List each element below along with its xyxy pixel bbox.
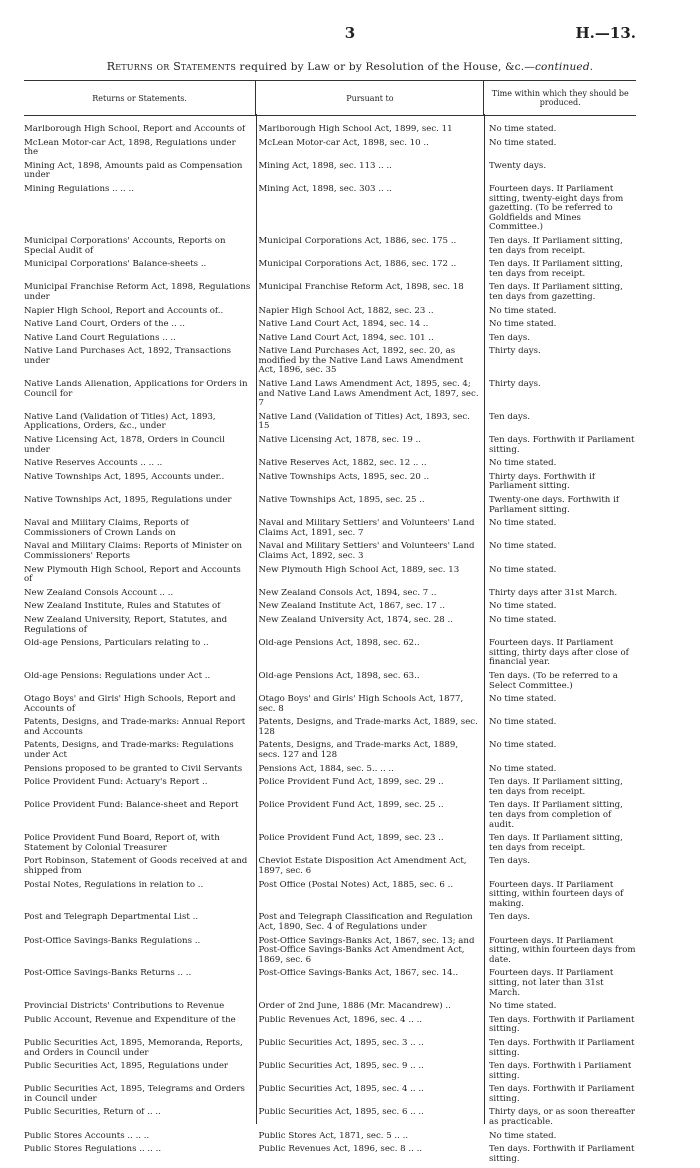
pursuant-cell: Pensions Act, 1884, sec. 5.. .. .. [258, 764, 394, 774]
pursuant-cell: New Zealand Consols Act, 1894, sec. 7 .. [258, 588, 437, 598]
returns-cell: Native Lands Alienation, Applications for Orders in Council for [24, 380, 248, 399]
table-row [24, 602, 636, 612]
returns-cell: Public Account, Revenue and Expenditure of the [24, 1015, 236, 1025]
time-cell: Twenty-one days. Forthwith if Parliament sitting. [488, 496, 619, 515]
pursuant-cell: Naval and Military Settlers' and Volunteers' Land Claims Act, 1891, sec. 7 [258, 519, 475, 538]
returns-cell: Municipal Corporations' Balance-sheets .. [24, 260, 207, 270]
returns-cell: New Plymouth High School, Report and Accounts of [24, 565, 241, 585]
returns-cell: Police Provident Fund Board, Report of, with Statement by Colonial Treasurer [24, 834, 220, 853]
pursuant-cell: Native Land (Validation of Titles) Act, 1893, sec. 15 [258, 412, 470, 432]
pursuant-cell: Municipal Corporations Act, 1886, sec. 175 .. [258, 236, 457, 246]
pursuant-cell: Post-Office Savings-Banks Act, 1867, sec. 13; and Post-Office Savings-Banks Act Amendment Act, 1869, sec. 6 [258, 936, 475, 965]
returns-cell: Old-age Pensions: Regulations under Act .. [24, 671, 211, 681]
time-cell: Ten days. [488, 333, 531, 343]
table-row [24, 1002, 636, 1012]
table-row [24, 741, 636, 760]
time-cell: Ten days. If Parliament sitting, ten days from receipt. [488, 236, 623, 256]
time-cell: Fourteen days. If Parliament sitting, not later than 31st March. [488, 969, 614, 998]
pursuant-cell: Native Land Court Act, 1894, sec. 14 .. [258, 320, 429, 330]
time-cell: Ten days. Forthwith if Parliament sitting. [488, 1015, 635, 1035]
table-body [24, 125, 636, 1168]
returns-cell: Public Stores Regulations .. .. .. [24, 1145, 162, 1155]
returns-cell: Public Securities Act, 1895, Regulations under [24, 1062, 229, 1072]
pursuant-cell: Patents, Designs, and Trade-marks Act, 1889, secs. 127 and 128 [258, 741, 459, 761]
pursuant-cell: Public Securities Act, 1895, sec. 6 .. .. [258, 1108, 424, 1118]
returns-cell: Old-age Pensions, Particulars relating to .. [24, 639, 209, 649]
column-header-returns: Returns or Statements. [24, 81, 256, 115]
table-row [24, 778, 636, 797]
pursuant-cell: Public Stores Act, 1871, sec. 5 .. .. [258, 1131, 409, 1141]
returns-cell: Native Townships Act, 1895, Accounts under.. [24, 472, 225, 482]
time-cell: Thirty days, or as soon thereafter as practicable. [488, 1108, 636, 1128]
pursuant-cell: New Zealand Institute Act, 1867, sec. 17 .. [258, 602, 445, 612]
returns-cell: Police Provident Fund: Actuary's Report .. [24, 778, 208, 788]
pursuant-cell: McLean Motor-car Act, 1898, sec. 10 .. [258, 138, 429, 148]
table-row [24, 616, 636, 635]
pursuant-cell: Native Land Purchases Act, 1892, sec. 20, as modified by the Native Land Laws Amendment Act, 1896, sec. 35 [258, 347, 464, 376]
time-cell: Ten days. [488, 412, 531, 422]
table-row [24, 1039, 636, 1058]
table-row [24, 1085, 636, 1104]
returns-cell: Post-Office Savings-Banks Regulations .. [24, 936, 201, 946]
time-cell: No time stated. [488, 519, 557, 529]
time-cell: No time stated. [488, 764, 557, 774]
table-row [24, 1132, 636, 1142]
column-header-pursuant: Pursuant to [256, 81, 484, 115]
time-cell: No time stated. [488, 565, 557, 575]
time-cell: No time stated. [488, 615, 557, 625]
pursuant-cell: New Zealand University Act, 1874, sec. 28 .. [258, 615, 453, 625]
table-row [24, 913, 636, 932]
table-row [24, 459, 636, 469]
time-cell: Thirty days. Forthwith if Parliament sitting. [488, 472, 596, 492]
returns-cell: Post-Office Savings-Banks Returns .. .. [24, 969, 192, 979]
table-row [24, 834, 636, 853]
table-row [24, 125, 636, 135]
time-cell: Fourteen days. If Parliament sitting, thirty days after close of financial year. [488, 639, 629, 668]
pursuant-cell: Public Securities Act, 1895, sec. 9 .. .. [258, 1062, 424, 1072]
returns-cell: Native Reserves Accounts .. .. .. [24, 459, 163, 469]
table-row [24, 718, 636, 737]
time-cell: Fourteen days. If Parliament sitting, within fourteen days of making. [488, 880, 624, 909]
table-row [24, 237, 636, 256]
table-row [24, 320, 636, 330]
pursuant-cell: Native Land Laws Amendment Act, 1895, sec. 4; and Native Land Laws Amendment Act, 1897, sec. 7 [258, 380, 479, 409]
table-row [24, 639, 636, 668]
pursuant-cell: Police Provident Fund Act, 1899, sec. 29 .. [258, 778, 444, 788]
time-cell: Twenty days. [488, 161, 547, 171]
table-row [24, 566, 636, 585]
table-row [24, 589, 636, 599]
returns-cell: New Zealand Institute, Rules and Statutes of [24, 602, 221, 612]
pursuant-cell: Marlborough High School Act, 1899, sec. 11 [258, 125, 453, 134]
table-row [24, 881, 636, 910]
table-row [24, 347, 636, 376]
pursuant-cell: Police Provident Fund Act, 1899, sec. 25 .. [258, 801, 444, 811]
returns-cell: Patents, Designs, and Trade-marks: Annual Report and Accounts [24, 718, 246, 737]
returns-cell: Native Licensing Act, 1878, Orders in Council under [24, 436, 225, 455]
pursuant-cell: Old-age Pensions Act, 1898, sec. 63.. [258, 671, 420, 681]
pursuant-cell: Municipal Corporations Act, 1886, sec. 172 .. [258, 260, 457, 270]
time-cell: Ten days. If Parliament sitting, ten days from completion of audit. [488, 801, 623, 830]
time-cell: No time stated. [488, 1131, 557, 1141]
returns-cell: Public Stores Accounts .. .. .. [24, 1131, 150, 1141]
returns-cell: New Zealand Consols Account .. .. [24, 588, 174, 598]
table-row [24, 185, 636, 233]
pursuant-cell: Post-Office Savings-Banks Act, 1867, sec. 14.. [258, 969, 459, 979]
time-cell: No time stated. [488, 741, 557, 751]
pursuant-cell: Order of 2nd June, 1886 (Mr. Macandrew) .. [258, 1002, 451, 1012]
table-header [24, 80, 636, 116]
time-cell: Fourteen days. If Parliament sitting, within fourteen days from date. [488, 936, 636, 965]
returns-cell: Patents, Designs, and Trade-marks: Regulations under Act [24, 741, 234, 761]
time-cell: Ten days. Forthwith if Parliament sitting. [488, 436, 635, 455]
table-row [24, 857, 636, 876]
table-row [24, 413, 636, 432]
pursuant-cell: Otago Boys' and Girls' High Schools Act, 1877, sec. 8 [258, 695, 464, 714]
table-row [24, 1016, 636, 1035]
document-code: H.—13. [575, 24, 636, 42]
returns-cell: New Zealand University, Report, Statutes, and Regulations of [24, 615, 228, 635]
returns-cell: Municipal Corporations' Accounts, Reports on Special Audit of [24, 236, 226, 256]
returns-cell: Provincial Districts' Contributions to Revenue [24, 1002, 225, 1012]
time-cell: No time stated. [488, 718, 557, 728]
pursuant-cell: Municipal Franchise Reform Act, 1898, sec. 18 [258, 283, 464, 293]
returns-cell: Public Securities, Return of .. .. [24, 1108, 161, 1118]
table-row [24, 969, 636, 998]
time-cell: Ten days. Forthwith if Parliament sitting. [488, 1038, 635, 1058]
time-cell: No time stated. [488, 320, 557, 330]
time-cell: Ten days. Forthwith if Parliament sitting. [488, 1085, 635, 1104]
returns-cell: Napier High School, Report and Accounts of.. [24, 306, 224, 316]
pursuant-cell: Mining Act, 1898, sec. 303 .. .. [258, 184, 392, 194]
pursuant-cell: New Plymouth High School Act, 1889, sec. 13 [258, 565, 460, 575]
table-row [24, 139, 636, 158]
returns-cell: Naval and Military Claims: Reports of Minister on Commissioners' Reports [24, 542, 243, 561]
pursuant-cell: Old-age Pensions Act, 1898, sec. 62.. [258, 639, 420, 649]
table-row [24, 695, 636, 714]
returns-cell: Native Land Court Regulations .. .. [24, 333, 176, 343]
pursuant-cell: Patents, Designs, and Trade-marks Act, 1889, sec. 128 [258, 718, 478, 737]
time-cell: Ten days. If Parliament sitting, ten days from receipt. [488, 260, 623, 279]
table-row [24, 162, 636, 181]
time-cell: Ten days. If Parliament sitting, ten days from receipt. [488, 778, 623, 797]
pursuant-cell: Public Revenues Act, 1896, sec. 4 .. .. [258, 1015, 423, 1025]
time-cell: No time stated. [488, 695, 557, 705]
column-header-time: Time within which they should be produced. [491, 89, 629, 107]
pursuant-cell: Native Licensing Act, 1878, sec. 19 .. [258, 436, 421, 446]
returns-cell: Marlborough High School, Report and Accounts of [24, 125, 246, 134]
table-row [24, 436, 636, 455]
time-cell: Ten days. [488, 913, 531, 923]
time-cell: Thirty days. [488, 347, 541, 357]
returns-cell: Native Land (Validation of Titles) Act, 1893, Applications, Orders, &c., under [24, 412, 216, 432]
pursuant-cell: Native Reserves Act, 1882, sec. 12 .. .. [258, 459, 427, 469]
table-row [24, 334, 636, 344]
pursuant-cell: Post and Telegraph Classification and Regulation Act, 1890, Sec. 4 of Regulations under [258, 913, 473, 932]
time-cell: Thirty days. [488, 380, 541, 390]
returns-cell: Otago Boys' and Girls' High Schools, Report and Accounts of [24, 695, 236, 714]
pursuant-cell: Native Townships Act, 1895, sec. 25 .. [258, 496, 425, 505]
time-cell: Ten days. Forthwith if Parliament sitting. [488, 1145, 635, 1164]
table-row [24, 260, 636, 279]
returns-cell: Public Securities Act, 1895, Memoranda, Reports, and Orders in Council under [24, 1038, 243, 1058]
time-cell: Thirty days after 31st March. [488, 588, 618, 598]
time-cell: Ten days. If Parliament sitting, ten days from receipt. [488, 834, 623, 853]
returns-cell: Port Robinson, Statement of Goods received at and shipped from [24, 857, 248, 876]
returns-cell: McLean Motor-car Act, 1898, Regulations under the [24, 138, 236, 158]
table-row [24, 1108, 636, 1127]
time-cell: Fourteen days. If Parliament sitting, twenty-eight days from gazetting. (To be referred to Goldfields and Mines Committee.) [488, 184, 624, 233]
returns-cell: Pensions proposed to be granted to Civil Servants [24, 764, 243, 774]
time-cell: No time stated. [488, 1002, 557, 1012]
title-middle: required by Law or by Resolution of the House, &c.— [236, 61, 535, 73]
pursuant-cell: Native Land Court Act, 1894, sec. 101 .. [258, 333, 434, 343]
time-cell: Ten days. Forthwith i Parliament sitting. [488, 1062, 632, 1081]
pursuant-cell: Naval and Military Settlers' and Volunteers' Land Claims Act, 1892, sec. 3 [258, 542, 475, 561]
returns-cell: Police Provident Fund: Balance-sheet and Report [24, 801, 239, 811]
title-continued: continued. [534, 61, 594, 73]
table-row [24, 380, 636, 409]
table-row [24, 496, 636, 515]
pursuant-cell: Public Securities Act, 1895, sec. 4 .. .. [258, 1085, 424, 1095]
returns-cell: Mining Act, 1898, Amounts paid as Compensation under [24, 161, 243, 181]
time-cell: Ten days. [488, 857, 531, 867]
pursuant-cell: Cheviot Estate Disposition Act Amendment Act, 1897, sec. 6 [258, 857, 467, 876]
table-row [24, 283, 636, 302]
returns-cell: Municipal Franchise Reform Act, 1898, Regulations under [24, 283, 251, 302]
table-row [24, 473, 636, 492]
table-row [24, 1145, 636, 1164]
table-row [24, 542, 636, 561]
table-row [24, 519, 636, 538]
returns-cell: Postal Notes, Regulations in relation to .. [24, 880, 204, 890]
pursuant-cell: Napier High School Act, 1882, sec. 23 .. [258, 306, 434, 316]
pursuant-cell: Mining Act, 1898, sec. 113 .. .. [258, 161, 392, 171]
page-number: 3 [344, 24, 356, 42]
returns-cell: Public Securities Act, 1895, Telegrams and Orders in Council under [24, 1085, 245, 1104]
returns-cell: Native Land Purchases Act, 1892, Transactions under [24, 347, 232, 366]
returns-cell: Post and Telegraph Departmental List .. [24, 913, 199, 923]
time-cell: No time stated. [488, 138, 557, 148]
time-cell: No time stated. [488, 459, 557, 469]
pursuant-cell: Police Provident Fund Act, 1899, sec. 23 .. [258, 834, 444, 844]
time-cell: Ten days. If Parliament sitting, ten days from gazetting. [488, 283, 623, 302]
time-cell: Ten days. (To be referred to a Select Committee.) [488, 671, 618, 691]
title-caps: Returns or Statements [106, 60, 236, 73]
pursuant-cell: Public Securities Act, 1895, sec. 3 .. .. [258, 1038, 424, 1048]
time-cell: No time stated. [488, 306, 557, 316]
time-cell: No time stated. [488, 602, 557, 612]
table-row [24, 801, 636, 830]
pursuant-cell: Native Townships Acts, 1895, sec. 20 .. [258, 472, 430, 482]
time-cell: No time stated. [488, 542, 557, 552]
time-cell: No time stated. [488, 125, 557, 134]
table-row [24, 672, 636, 691]
returns-cell: Native Land Court, Orders of the .. .. [24, 320, 185, 330]
page-title [0, 60, 700, 73]
table-row [24, 937, 636, 966]
pursuant-cell: Post Office (Postal Notes) Act, 1885, sec. 6 .. [258, 880, 454, 890]
returns-cell: Native Townships Act, 1895, Regulations under [24, 496, 232, 505]
table-row [24, 1062, 636, 1081]
returns-cell: Naval and Military Claims, Reports of Commissioners of Crown Lands on [24, 519, 189, 538]
returns-cell: Mining Regulations .. .. .. [24, 184, 134, 194]
table-row [24, 307, 636, 317]
table-row [24, 765, 636, 775]
pursuant-cell: Public Revenues Act, 1896, sec. 8 .. .. [258, 1145, 423, 1155]
